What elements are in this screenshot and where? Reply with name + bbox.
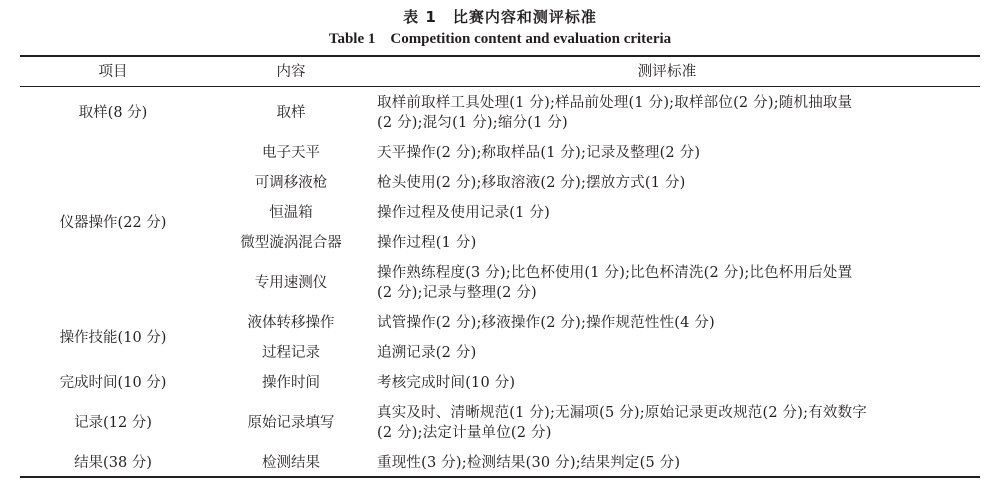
content-cell: 原始记录填写 [247, 415, 335, 431]
criteria-cell [377, 453, 977, 473]
table-title-cn: 表 1 比赛内容和测评标准 [403, 8, 597, 26]
criteria-cell [377, 403, 977, 443]
criteria-line: (2 分);记录与整理(2 分) [377, 285, 537, 301]
criteria-cell [377, 263, 977, 303]
criteria-line: 考核完成时间(10 分) [377, 375, 516, 391]
criteria-cell [377, 143, 977, 163]
category-instrument: 仪器操作(22 分) [59, 215, 167, 231]
header-item: 项目 [98, 64, 128, 80]
content-cell: 电子天平 [262, 145, 320, 161]
criteria-line: 追溯记录(2 分) [377, 345, 477, 361]
content-cell: 专用速测仪 [254, 275, 328, 291]
criteria-cell [377, 343, 977, 363]
criteria-cell [377, 93, 977, 133]
header-criteria: 测评标准 [637, 64, 697, 80]
content-cell: 恒温箱 [269, 205, 313, 221]
category-record: 记录(12 分) [74, 415, 152, 431]
criteria-cell [377, 173, 977, 193]
category-result: 结果(38 分) [74, 455, 152, 471]
content-cell: 过程记录 [262, 345, 320, 361]
header-content: 内容 [276, 64, 306, 80]
criteria-line: 操作过程及使用记录(1 分) [377, 205, 550, 221]
content-cell: 操作时间 [262, 375, 320, 391]
content-cell: 微型漩涡混合器 [240, 235, 342, 251]
criteria-line: 真实及时、清晰规范(1 分);无漏项(5 分);原始记录更改规范(2 分);有效数字 [377, 405, 867, 421]
category-time: 完成时间(10 分) [59, 375, 167, 391]
category-skill: 操作技能(10 分) [59, 330, 167, 346]
criteria-line: (2 分);混匀(1 分);缩分(1 分) [377, 115, 568, 131]
top-rule [20, 55, 980, 57]
content-cell: 检测结果 [262, 455, 320, 471]
content-cell: 取样 [276, 105, 306, 121]
criteria-cell [377, 373, 977, 393]
criteria-line: 重现性(3 分);检测结果(30 分);结果判定(5 分) [377, 455, 681, 471]
content-cell: 可调移液枪 [254, 175, 328, 191]
criteria-line: 取样前取样工具处理(1 分);样品前处理(1 分);取样部位(2 分);随机抽取量 [377, 95, 853, 111]
criteria-cell [377, 203, 977, 223]
content-cell: 液体转移操作 [247, 315, 335, 331]
criteria-cell [377, 233, 977, 253]
header-rule [20, 86, 980, 87]
category-sampling: 取样(8 分) [78, 105, 148, 121]
criteria-line: 天平操作(2 分);称取样品(1 分);记录及整理(2 分) [377, 145, 701, 161]
table-title-en: Table 1 Competition content and evaluation criteria [328, 31, 672, 47]
criteria-line: 操作过程(1 分) [377, 235, 477, 251]
criteria-line: (2 分);法定计量单位(2 分) [377, 425, 552, 441]
bottom-rule [20, 476, 980, 478]
criteria-cell [377, 313, 977, 333]
criteria-line: 枪头使用(2 分);移取溶液(2 分);摆放方式(1 分) [377, 175, 686, 191]
criteria-line: 操作熟练程度(3 分);比色杯使用(1 分);比色杯清洗(2 分);比色杯用后处置 [377, 265, 853, 281]
criteria-line: 试管操作(2 分);移液操作(2 分);操作规范性性(4 分) [377, 315, 715, 331]
